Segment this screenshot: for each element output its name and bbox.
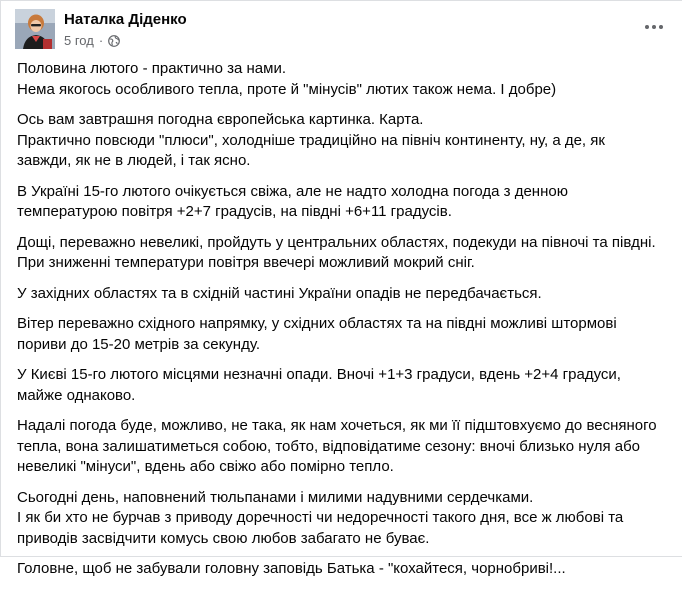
post-text-line: Практично повсюди "плюси", холодніше традиційно на північ континенту, ну, а де, як <box>17 131 605 149</box>
avatar-photo-icon <box>15 9 55 49</box>
post-text-line: Вітер переважно східного напрямку, у східних областях та на півдні можливі штормові <box>17 315 617 332</box>
post-text-line: І як би хто не бурчав з приводу доречності чи недоречності такого дня, все ж любові та <box>17 509 624 526</box>
post-paragraph <box>17 314 672 355</box>
post-paragraph <box>17 365 672 406</box>
post-paragraph <box>17 416 672 478</box>
post-paragraph <box>17 559 672 580</box>
post-text-line: В Україні 15-го лютого очікується свіжа, але не надто холодна погода з денною <box>17 182 568 200</box>
globe-icon[interactable] <box>108 35 120 47</box>
post-text-line: Надалі погода буде, можливо, не така, як нам хочеться, як ми її підштовхуємо до весняного <box>17 417 657 434</box>
post-text-line: Сьогодні день, наповнений тюльпанами і милими надувними сердечками. <box>17 488 534 506</box>
post-meta <box>64 33 120 48</box>
post-text-line: При зниженні температури повітря ввечері можливий мокрий сніг. <box>17 254 475 271</box>
post-text-line: завжди, як не в людей, і так ясно. <box>17 152 251 169</box>
post-text-line: У Києві 15-го лютого місцями незначні опади. Вночі +1+3 градуси, вдень +2+4 градуси, <box>17 366 621 383</box>
post-text-line: У західних областях та в східній частині України опадів не передбачається. <box>17 284 542 302</box>
post-text-line: тепла, вона залишатиметься собою, тобто, відповідатиме сезону: вночі близько нуля або <box>17 437 641 455</box>
post-paragraph <box>17 488 672 550</box>
more-options-icon[interactable] <box>640 13 668 41</box>
post-text-line: невеликі "мінуси", вдень або свіжо або помірно тепло. <box>17 458 394 475</box>
post-paragraph <box>17 110 672 172</box>
post-text <box>17 59 672 590</box>
post-paragraph <box>17 284 672 305</box>
post-paragraph <box>17 59 672 100</box>
post-header <box>15 9 668 53</box>
post-text-line: Головне, щоб не забували головну заповідь Батька - "кохайтеся, чорнобриві!... <box>17 560 566 577</box>
post-timestamp[interactable]: 5 год <box>64 33 94 48</box>
post-text-line: Нема якогось особливого тепла, проте й "мінусів" лютих також нема. І добре) <box>17 80 557 98</box>
post-text-line: Дощі, переважно невеликі, пройдуть у центральних областях, подекуди на півночі та півдні. <box>17 233 656 251</box>
post-text-line: температурою повітря +2+7 градусів, на півдні +6+11 градусів. <box>17 203 452 220</box>
post-paragraph <box>17 182 672 223</box>
meta-separator: · <box>98 33 104 48</box>
post-text-line: Ось вам завтрашня погодна європейська картинка. Карта. <box>17 111 424 128</box>
author-name[interactable]: Наталка Діденко <box>64 11 187 28</box>
post-text-line: майже однаково. <box>17 386 136 404</box>
post-paragraph <box>17 233 672 274</box>
author-avatar[interactable] <box>15 9 55 49</box>
post-text-line: приводів засвідчити комусь свою любов забагато не буває. <box>17 529 430 547</box>
post-text-line: пориви до 15-20 метрів за секунду. <box>17 335 260 353</box>
post-text-line: Половина лютого - практично за нами. <box>17 60 286 77</box>
